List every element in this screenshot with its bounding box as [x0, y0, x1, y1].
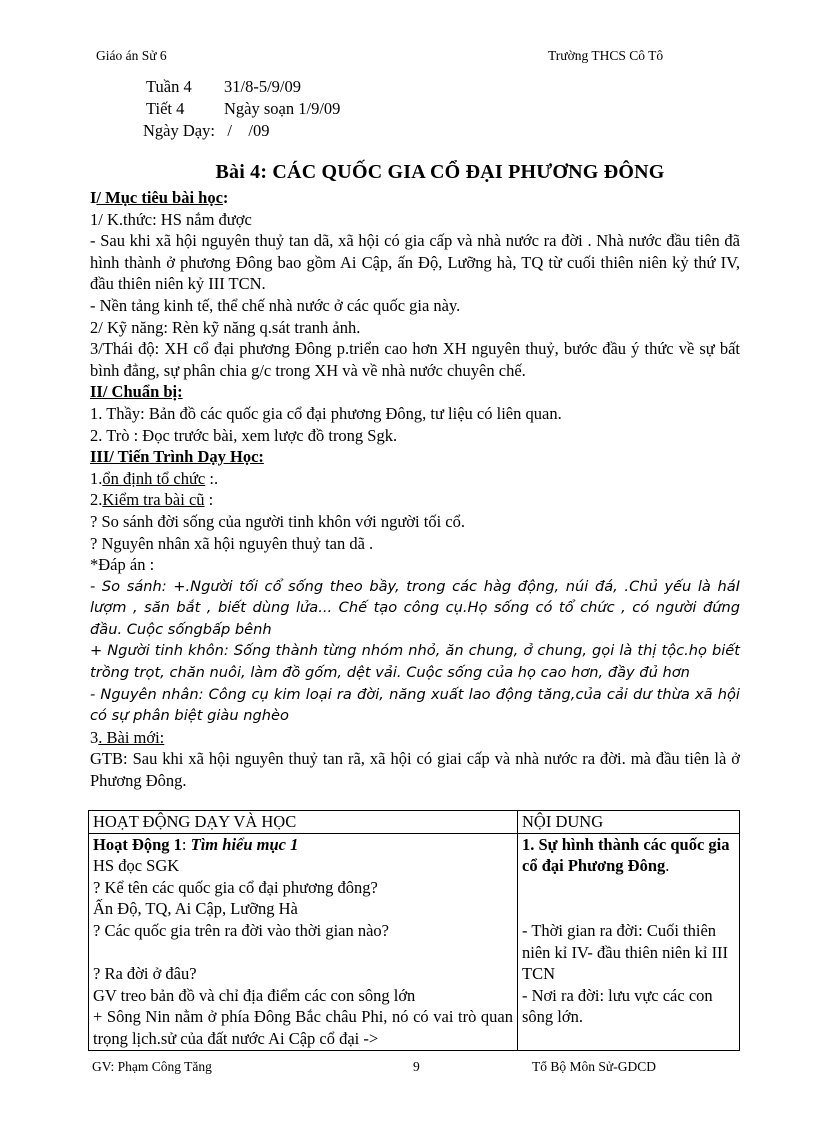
lesson-intro: GTB: Sau khi xã hội nguyên thuỷ tan rã, xã hội có giai cấp và nhà nước ra đời. mà đầu tiên là ở Phương Đông. — [90, 749, 740, 791]
footer-teacher: GV: Phạm Công Tăng — [92, 1059, 212, 1074]
week-label: Tuần 4 — [146, 77, 192, 96]
activity-line: + Sông Nin nằm ở phía Đông Bắc châu Phi, nó có vai trò quan trọng lịch.sử của đất nước Ai Cập cổ đại -> — [93, 1007, 513, 1048]
footer-page-number: 9 — [413, 1059, 420, 1074]
knowledge-point-2: - Nền tảng kinh tế, thể chế nhà nước ở các quốc gia này. — [90, 295, 461, 315]
section2-heading: II/ Chuẩn bị: — [90, 382, 183, 402]
activity-line: GV treo bản đồ và chỉ địa điểm các con sông lớn — [93, 985, 416, 1005]
attitude: 3/Thái độ: XH cổ đại phương Đông p.triển cao hơn XH nguyên thuỷ, bước đầu ý thức về sự bất bình đẳng, sự phân chia g/c trong XH và về nhà nước chuyên chế. — [90, 339, 740, 380]
answer-1: - So sánh: +.Người tối cổ sống theo bầy, trong các hàg động, núi đá, .Chủ yếu là háI lượm , săn bắt , biết dùng lửa... Chế tạo công cụ.Họ sống có tổ chức , có người đứng đầu. Cuộc sốngbấp bênh — [90, 577, 740, 638]
table-header-activities: HOẠT ĐỘNG DẠY VÀ HỌC — [89, 811, 518, 834]
knowledge-heading: 1/ K.thức: HS nắm được — [90, 209, 252, 229]
activity-line — [93, 942, 513, 964]
content-heading-text: 1. Sự hình thành các quốc gia cổ đại Phương Đông — [522, 834, 730, 876]
step2 — [90, 489, 740, 511]
section1-heading — [90, 187, 740, 209]
activity-title: Tìm hiểu mục 1 — [190, 834, 299, 854]
step3 — [90, 727, 740, 749]
header-left: Giáo án Sử 6 — [96, 48, 167, 63]
prep-student: 2. Trò : Đọc trước bài, xem lược đồ trong Sgk. — [90, 425, 398, 445]
content-gap — [522, 898, 735, 920]
section1-heading-prefix: I — [90, 188, 97, 207]
activity-sep: : — [181, 834, 191, 854]
step1 — [90, 468, 740, 490]
prep-teacher: 1. Thầy: Bản đồ các quốc gia cổ đại phương Đông, tư liệu có liên quan. — [90, 403, 562, 423]
content-heading — [522, 834, 735, 877]
period-label: Tiết 4 — [146, 99, 185, 118]
section1-heading-text: / Mục tiêu bài học — [96, 188, 223, 207]
skills: 2/ Kỹ năng: Rèn kỹ năng q.sát tranh ảnh. — [90, 317, 361, 337]
question-2: ? Nguyên nhân xã hội nguyên thuỷ tan dã . — [90, 533, 374, 553]
compose-date: Ngày soạn 1/9/09 — [224, 99, 341, 118]
activities-cell — [89, 833, 518, 1050]
activity-line: ? Kể tên các quốc gia cổ đại phương đông? — [93, 877, 378, 897]
table-header-content: NỘI DUNG — [518, 811, 740, 834]
step1-prefix: 1. — [90, 468, 103, 488]
activity-line: ? Các quốc gia trên ra đời vào thời gian nào? — [93, 920, 390, 940]
step2-text: Kiểm tra bài cũ — [102, 490, 205, 510]
lesson-table — [88, 810, 740, 1051]
activity-label: Hoạt Động 1 — [93, 834, 182, 854]
week-dates: 31/8-5/9/09 — [224, 77, 301, 96]
activity-heading — [93, 834, 513, 856]
section1-heading-suffix: : — [222, 188, 229, 207]
answer-2: + Người tinh khôn: Sống thành từng nhóm nhỏ, ăn chung, ở chung, gọi là thị tộc.họ biết trồng trọt, chăn nuôi, làm đồ gốm, dệt vải. Cuộc sống của họ cao hơn, đầy đủ hơn — [90, 642, 740, 682]
teach-date: Ngày Dạy: / /09 — [143, 121, 270, 140]
question-1: ? So sánh đời sống của người tinh khôn với người tối cổ. — [90, 511, 465, 531]
content-gap — [522, 877, 735, 899]
meta-week — [146, 76, 301, 98]
activity-line: ? Ra đời ở đâu? — [93, 964, 197, 984]
section3-heading: III/ Tiến Trình Dạy Học: — [90, 447, 264, 467]
header-right: Trường THCS Cô Tô — [548, 48, 664, 63]
meta-period — [146, 98, 340, 120]
step3-text: . Bài mới: — [98, 727, 165, 747]
step1-text: ổn định tổ chức — [102, 468, 206, 488]
content-place: - Nơi ra đời: lưu vực các con sông lớn. — [522, 985, 713, 1027]
step1-suffix: :. — [205, 468, 219, 488]
page-title: Bài 4: CÁC QUỐC GIA CỔ ĐẠI PHƯƠNG ĐÔNG — [215, 161, 665, 183]
content-cell — [518, 833, 740, 1050]
footer-department: Tổ Bộ Môn Sử-GDCD — [532, 1059, 656, 1074]
document-body — [90, 187, 740, 792]
content-time: - Thời gian ra đời: Cuối thiên niên kỉ IV- đầu thiên niên kỉ III TCN — [522, 920, 729, 984]
answer-3: - Nguyên nhân: Công cụ kim loại ra đời, năng xuất lao động tăng,của cải dư thừa xã hội có sự phân biệt giàu nghèo — [90, 685, 740, 725]
knowledge-point-1: - Sau khi xã hội nguyên thuỷ tan dã, xã hội có gia cấp và nhà nước ra đời . Nhà nước đầu tiên đã hình thành ở phương Đông bao gồm Ai Cập, ấn Độ, Lưỡng hà, TQ từ cuối thiên niên kỷ thứ IV, đầu thiên niên kỷ III TCN. — [90, 231, 740, 294]
activity-line: HS đọc SGK — [93, 856, 180, 876]
answer-label: *Đáp án : — [90, 555, 155, 575]
step3-prefix: 3 — [90, 727, 99, 747]
activity-line: Ấn Độ, TQ, Ai Cập, Lưỡng Hà — [93, 899, 298, 919]
step2-prefix: 2. — [90, 490, 103, 510]
table-row — [89, 833, 740, 1050]
content-heading-end: . — [665, 856, 670, 876]
table-header-row — [89, 811, 740, 834]
step2-suffix: : — [204, 490, 214, 510]
